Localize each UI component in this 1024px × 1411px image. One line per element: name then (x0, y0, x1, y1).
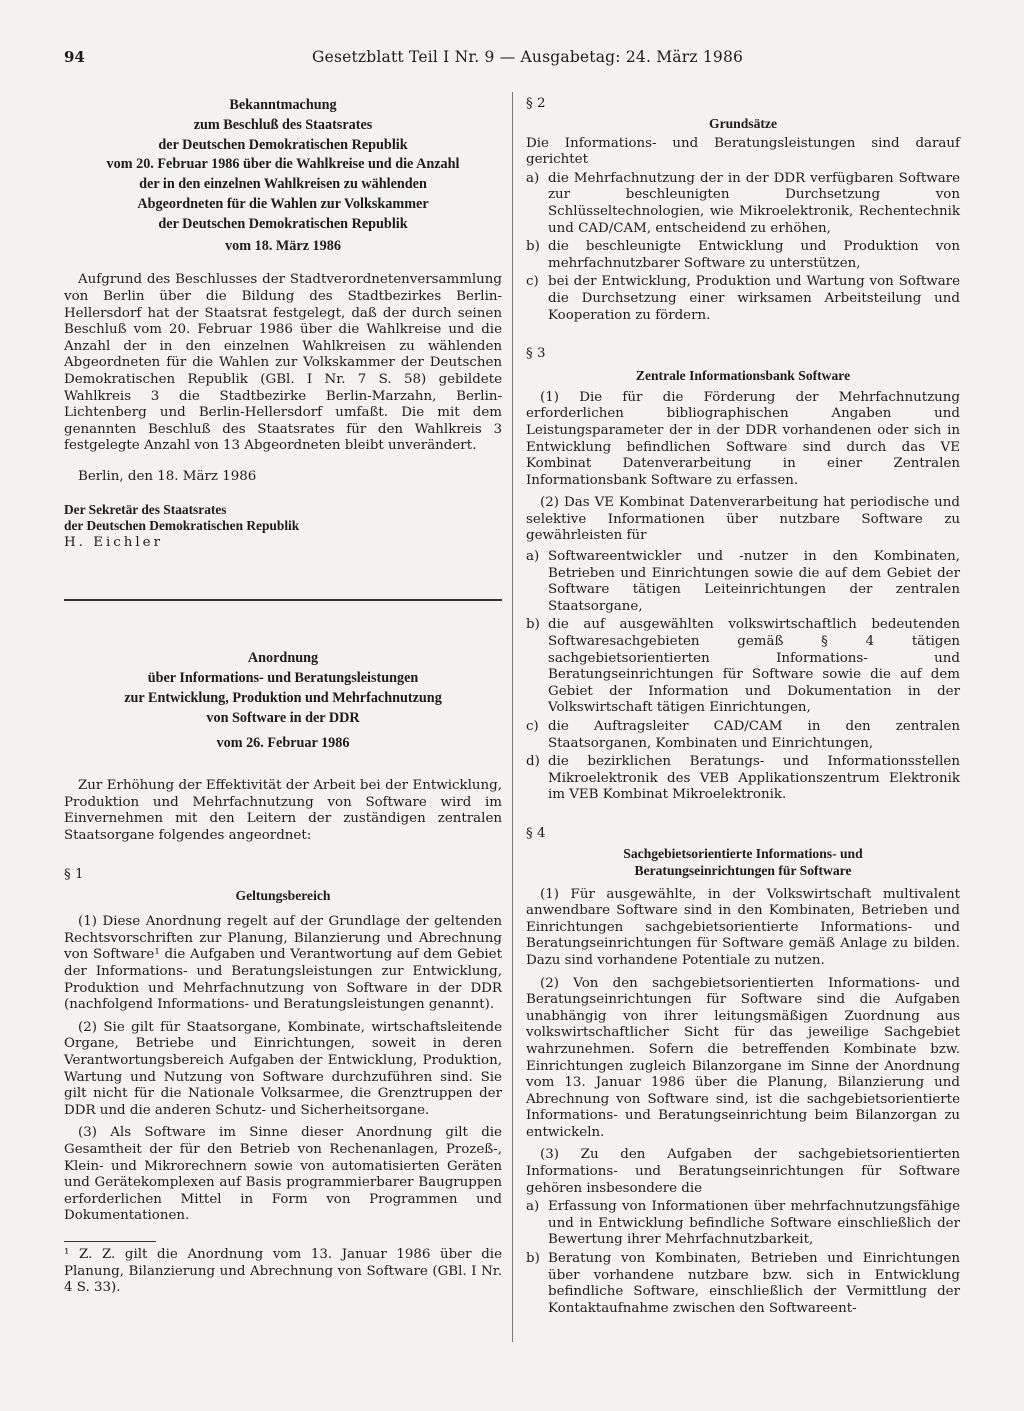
ordinance-date: vom 26. Februar 1986 (216, 735, 350, 752)
ordinance-title (64, 649, 502, 728)
item-text: die beschleunigte Entwicklung und Produktion von mehrfachnutzbarer Software zu unterstützen, (548, 239, 960, 271)
list-item (526, 239, 960, 272)
item-text: Erfassung von Informationen über mehrfachnutzungsfähige und in Entwicklung befindliche Software einschließlich der Bewertung ihrer Mehrfachnutzbarkeit, (548, 1199, 960, 1248)
section-title: Geltungsbereich (235, 888, 331, 904)
announcement-title-line: der Deutschen Demokratischen Republik (158, 136, 408, 153)
signatory-name: H. Eichler (64, 534, 163, 550)
list-item (526, 274, 960, 324)
section-separator (64, 599, 502, 601)
item-label: a) (526, 1199, 540, 1215)
ordinance-title-line: von Software in der DDR (206, 709, 360, 726)
announcement-title (64, 96, 502, 235)
page-number: 94 (64, 48, 85, 66)
paragraph: (2) Das VE Kombinat Datenverarbeitung hat periodische und selektive Informationen über nutzbare Software zu gewährleisten für (526, 495, 960, 544)
item-label: b) (526, 617, 540, 633)
item-label: c) (526, 719, 539, 734)
item-text: Beratung von Kombinaten, Betrieben und Einrichtungen über vorhandene nutzbare bzw. sich in Entwicklung befindliche Software, einschließlich der Vermittlung der Kontaktaufnahme zwischen den Softwareent- (548, 1251, 960, 1316)
section-title-line: Beratungseinrichtungen für Software (634, 862, 852, 878)
paragraph: (2) Von den sachgebietsorientierten Informations- und Beratungseinrichtungen für Software sind die Aufgaben unabhängig von ihrer leitungsmäßigen Zuordnung aus volkswirtschaftlicher Sicht für das jeweilige Sachgebiet wahrzunehmen. Sofern die betreffenden Kombinate bzw. Einrichtungen zugleich Bilanzorgane im Sinne der Anordnung vom 13. Januar 1986 über die Planung, Bilanzierung und Abrechnung von Software sind, ist die sachgebietsorientierte Informations- und Beratungseinrichtung beim Bilanzorgan zu entwickeln. (526, 975, 960, 1140)
section-number: § 2 (526, 96, 546, 111)
paragraph: (3) Als Software im Sinne dieser Anordnung gilt die Gesamtheit der für den Betrieb von Rechenanlagen, Prozeß-, Klein- und Mikrorechnern sowie von automatisierten Geräten und Gerätekomplexen auf Basis programmierbarer Baugruppen erforderlichen Mittel in Form von Programmen und Dokumentationen. (64, 1125, 502, 1224)
paragraph: (1) Die für die Förderung der Mehrfachnutzung erforderlichen bibliographischen Angaben und Leistungsparameter der in der DDR vorhandenen oder sich in Entwicklung befindlichen Software sind durch das VE Kombinat Datenverarbeitung in einer Zentralen Informationsbank Software zu erfassen. (526, 389, 960, 488)
section-number: § 1 (64, 866, 84, 882)
announcement-title-line: vom 20. Februar 1986 über die Wahlkreise und die Anzahl (106, 156, 460, 173)
item-text: bei der Entwicklung, Produktion und Wartung von Software die Durchsetzung einer wirksamen Arbeitsteilung und Kooperation zu fördern. (548, 274, 960, 323)
announcement-date: vom 18. März 1986 (225, 237, 341, 254)
item-label: b) (526, 1251, 540, 1267)
page-header (64, 46, 964, 70)
list-item (526, 719, 960, 752)
announcement-title-line: Abgeordneten für die Wahlen zur Volkskammer (137, 195, 429, 212)
item-list (526, 549, 960, 804)
paragraph: (1) Diese Anordnung regelt auf der Grundlage der geltenden Rechtsvorschriften zur Planung, Bilanzierung und Abrechnung von Software¹ die Aufgaben und Verantwortung auf dem Gebiet der Informations- und Beratungsleistungen zur Entwicklung, Produktion und Mehrfachnutzung von Software in der DDR (nachfolgend Informations- und Beratungsleistungen genannt). (64, 914, 502, 1013)
footnote: ¹ Z. Z. gilt die Anordnung vom 13. Januar 1986 über die Planung, Bilanzierung und Abrechnung von Software (GBl. I Nr. 4 S. 33). (64, 1246, 502, 1296)
list-item (526, 171, 960, 237)
list-item (526, 617, 960, 717)
section-intro: Die Informations- und Beratungsleistungen sind darauf gerichtet (526, 135, 960, 168)
item-text: die bezirklichen Beratungs- und Informationsstellen Mikroelektronik des VEB Applikationszentrum Elektronik im VEB Kombinat Mikroelektronik. (548, 754, 960, 803)
item-text: die auf ausgewählten volkswirtschaftlich bedeutenden Softwaresachgebieten gemäß § 4 tätigen sachgebietsorientierten Informations- und Beratungseinrichtungen für Software sowie die auf dem Gebiet der Information und Dokumentation in der Volkswirtschaft tätigen Einrichtungen, (548, 617, 960, 716)
signatory-line: Der Sekretär des Staatsrates (64, 501, 227, 517)
section-title (526, 845, 960, 879)
right-column (526, 96, 960, 1319)
announcement-title-line: Bekanntmachung (229, 97, 337, 113)
ordinance-title-line: zur Entwicklung, Produktion und Mehrfachnutzung (124, 689, 442, 706)
ordinance-preamble: Zur Erhöhung der Effektivität der Arbeit bei der Entwicklung, Produktion und Mehrfachnutzung von Software wird im Einvernehmen mit den Leitern der zuständigen zentralen Staatsorgane folgendes angeordnet: (64, 778, 502, 844)
item-list (526, 171, 960, 324)
left-column (64, 96, 502, 1297)
section-number: § 3 (526, 346, 546, 362)
column-divider (512, 92, 513, 1342)
signatory-line: der Deutschen Demokratischen Republik (64, 518, 300, 534)
announcement-place-date: Berlin, den 18. März 1986 (78, 468, 257, 484)
item-text: die Mehrfachnutzung der in der DDR verfügbaren Software zur beschleunigten Durchsetzung von Schlüsseltechnologien, wie Mikroelektronik, Rechentechnik und CAD/CAM, entscheidend zu erhöhen, (548, 170, 960, 236)
section-title: Grundsätze (709, 115, 777, 131)
list-item (526, 754, 960, 804)
item-list (526, 1199, 960, 1317)
announcement-title-line: der in den einzelnen Wahlkreisen zu wählenden (139, 176, 427, 193)
list-item (526, 549, 960, 615)
signature-block (64, 502, 502, 552)
ordinance-title-line: über Informations- und Beratungsleistungen (147, 670, 419, 687)
announcement-title-line: der Deutschen Demokratischen Republik (158, 215, 408, 232)
paragraph: (2) Sie gilt für Staatsorgane, Kombinate, wirtschaftsleitende Organe, Betriebe und Einrichtungen, soweit in deren Verantwortungsbereich Aufgaben der Entwicklung, Produktion, Wartung und Nutzung von Software durchzuführen sind. Sie gilt nicht für die Nationale Volksarmee, die Grenztruppen der DDR und die anderen Schutz- und Sicherheitsorgane. (64, 1019, 502, 1118)
list-item (526, 1251, 960, 1317)
section-title-line: Sachgebietsorientierte Informations- und (623, 845, 863, 861)
paragraph: (3) Zu den Aufgaben der sachgebietsorientierten Informations- und Beratungseinrichtungen für Software gehören insbesondere die (526, 1147, 960, 1196)
item-text: Softwareentwickler und -nutzer in den Kombinaten, Betrieben und Einrichtungen sowie die auf dem Gebiet der Software tätigen Leiteinrichtungen der zentralen Staatsorgane, (548, 549, 960, 614)
section-title: Zentrale Informationsbank Software (635, 367, 851, 383)
item-label: d) (526, 754, 540, 770)
running-title: Gesetzblatt Teil I Nr. 9 — Ausgabetag: 24. März 1986 (312, 48, 744, 66)
list-item (526, 1199, 960, 1249)
paragraph: (1) Für ausgewählte, in der Volkswirtschaft multivalent anwendbare Software sind in den Kombinaten, Betrieben und Einrichtungen sachgebietsorientierte Informations- und Beratungseinrichtungen für Software gemäß Anlage zu bilden. Dazu sind vorhandene Potentiale zu nutzen. (526, 886, 960, 968)
item-label: b) (526, 239, 540, 255)
item-label: a) (526, 170, 540, 186)
item-text: die Auftragsleiter CAD/CAM in den zentralen Staatsorganen, Kombinaten und Einrichtungen, (548, 719, 960, 751)
item-label: a) (526, 549, 540, 565)
ordinance-title-line: Anordnung (247, 650, 319, 667)
announcement-title-line: zum Beschluß des Staatsrates (193, 116, 373, 133)
item-label: c) (526, 274, 539, 290)
section-number: § 4 (526, 825, 546, 841)
announcement-body: Aufgrund des Beschlusses der Stadtverordnetenversammlung von Berlin über die Bildung des Stadtbezirkes Berlin-Hellersdorf hat der Staatsrat festgelegt, daß der durch seinen Beschluß vom 20. Februar 1986 über die Wahlkreise und die Anzahl der in den einzelnen Wahlkreisen zu wählenden Abgeordneten für die Wahlen zur Volkskammer der Deutschen Demokratischen Republik (GBl. I Nr. 7 S. 58) gebildete Wahlkreis 3 die Stadtbezirke Berlin-Marzahn, Berlin-Lichtenberg und Berlin-Hellersdorf umfaßt. Die mit dem genannten Beschluß des Staatsrates für den Wahlkreis 3 festgelegte Anzahl von 13 Abgeordneten bleibt unverändert. (64, 272, 502, 454)
footnote-rule (64, 1241, 156, 1242)
